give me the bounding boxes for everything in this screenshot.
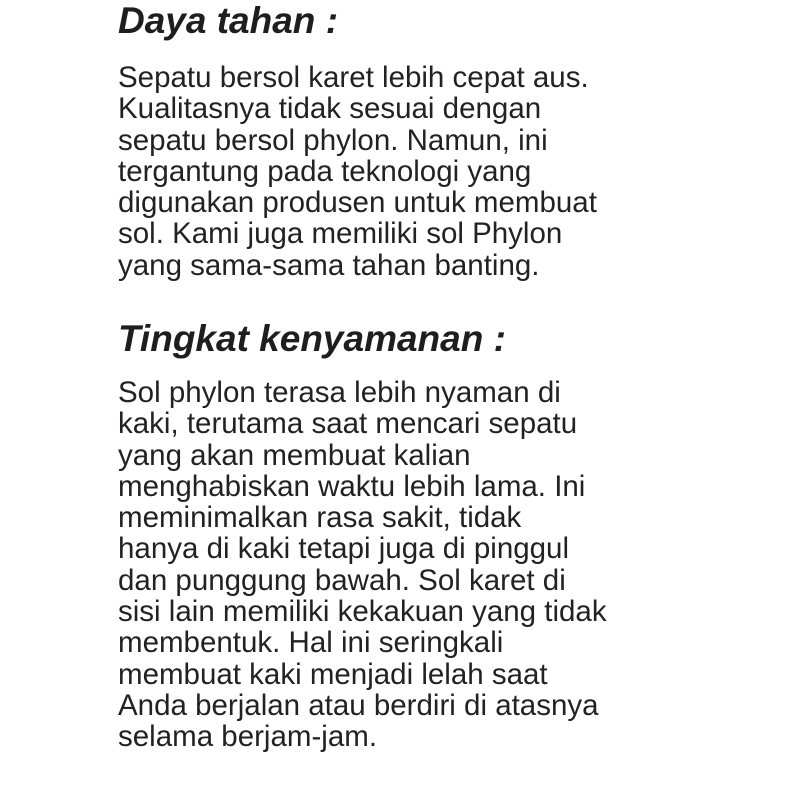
paragraph-line: Sol phylon terasa lebih nyaman di [118,376,561,409]
paragraph-line: yang akan membuat kalian [118,438,471,472]
paragraph-line: sisi lain memiliki kekakuan yang tidak [118,595,607,629]
paragraph-line: Anda berjalan atau berdiri di atasnya [118,688,599,722]
paragraph-line: selama berjam-jam. [118,720,378,754]
paragraph-line: hanya di kaki tetapi juga di pinggul [118,532,570,566]
paragraph-line: membuat kaki menjadi lelah saat [118,657,548,691]
paragraph-line: meminimalkan rasa sakit, tidak [118,501,522,535]
paragraph-line: sol. Kami juga memiliki sol Phylon [118,217,563,251]
section-paragraph-daya-tahan [118,62,597,281]
paragraph-line: sepatu bersol phylon. Namun, ini [118,123,548,157]
paragraph-line: kaki, terutama saat mencari sepatu [118,407,578,441]
paragraph-line: yang sama-sama tahan banting. [118,248,540,282]
section-heading-tingkat-kenyamanan: Tingkat kenyamanan : [118,318,506,359]
paragraph-line: digunakan produsen untuk membuat [118,186,597,220]
paragraph-line: menghabiskan waktu lebih lama. Ini [118,469,586,503]
paragraph-line: Sepatu bersol karet lebih cepat aus. [118,61,589,94]
section-paragraph-tingkat-kenyamanan [118,377,607,753]
paragraph-line: Kualitasnya tidak sesuai dengan [118,92,542,126]
paragraph-line: membentuk. Hal ini seringkali [118,626,504,660]
paragraph-line: tergantung pada teknologi yang [118,154,532,188]
paragraph-line: dan punggung bawah. Sol karet di [118,563,566,597]
section-heading-daya-tahan: Daya tahan : [118,0,339,41]
